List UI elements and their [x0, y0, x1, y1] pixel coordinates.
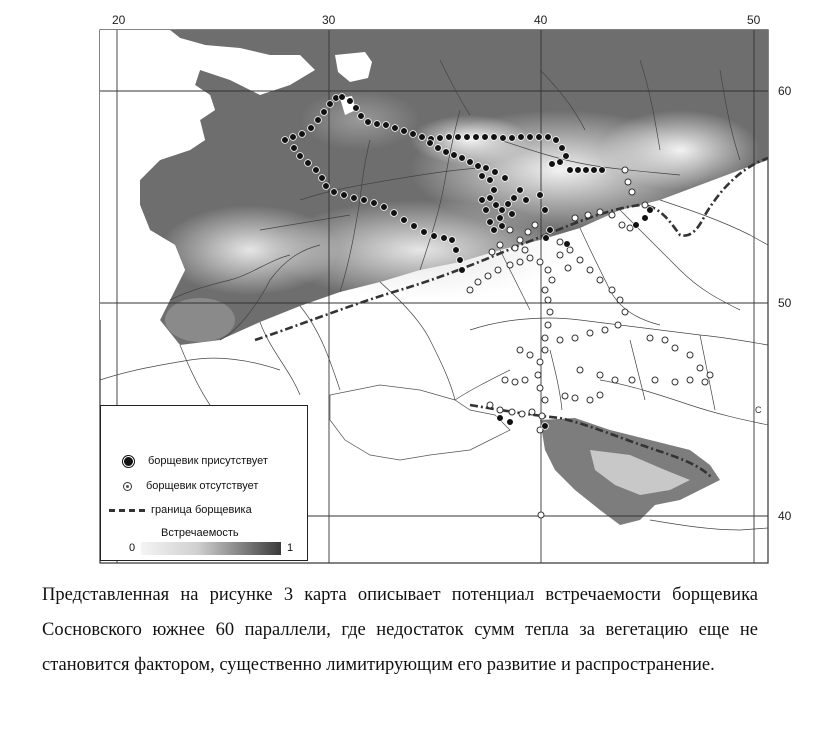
legend-row-present — [123, 454, 268, 468]
scale-max-label: 1 — [287, 542, 294, 554]
lon-label-30: 30 — [322, 13, 336, 27]
legend-row-boundary — [109, 503, 252, 517]
legend-row-absent — [123, 479, 258, 493]
lat-label-60: 60 — [778, 84, 792, 98]
lat-label-50: 50 — [778, 296, 792, 310]
land-shading-mid — [165, 298, 235, 342]
map-legend — [100, 405, 308, 561]
scale-title: Встречаемость — [161, 527, 239, 539]
occurrence-gradient-bar — [141, 542, 281, 555]
boundary-line-icon — [109, 509, 145, 512]
body-paragraph: Представленная на рисунке 3 карта описывает потенциал встречаемости борщевика Сосновского южнее 60 параллели, где недостаток сумм тепла за вегетацию еще не становится фактором, существенно лимитирующим его развитие и распространение. — [42, 585, 758, 675]
land-shading-light — [160, 205, 340, 295]
scale-min-label: 0 — [129, 542, 136, 554]
legend-absent-label: борщевик отсутствует — [146, 480, 259, 492]
lat-label-40: 40 — [778, 509, 792, 523]
legend-present-label: борщевик присутствует — [148, 455, 268, 467]
absent-marker-icon — [123, 482, 132, 491]
present-marker-icon — [123, 456, 134, 467]
lon-label-40: 40 — [534, 13, 548, 27]
lon-label-50: 50 — [747, 13, 761, 27]
legend-boundary-label: граница борщевика — [151, 504, 252, 516]
lon-label-20: 20 — [112, 13, 126, 27]
sea-label: С — [755, 405, 762, 415]
